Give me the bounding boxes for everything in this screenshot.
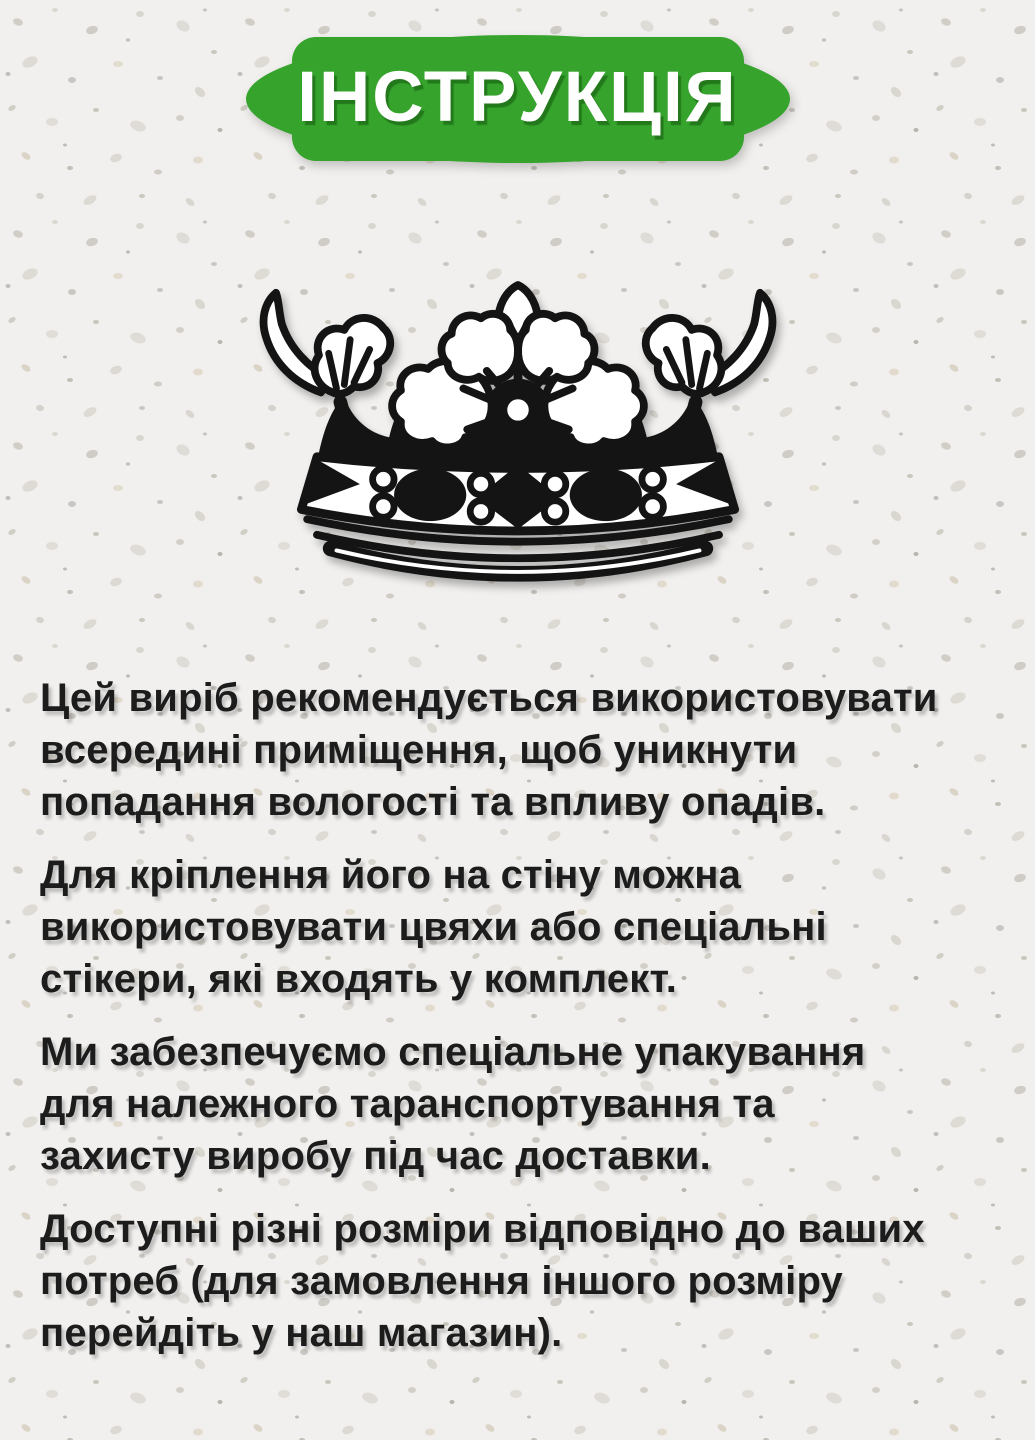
- text-line: захисту виробу під час доставки.: [40, 1134, 711, 1178]
- paragraph-packaging: [40, 1026, 1000, 1182]
- badge-title: ІНСТРУКЦІЯ: [297, 57, 738, 137]
- text-line: всередині приміщення, щоб уникнути: [40, 728, 798, 772]
- text-line: використовувати цвяхи або спеціальні: [40, 905, 827, 949]
- instruction-badge: [244, 28, 792, 170]
- paragraph-mounting: [40, 849, 1000, 1005]
- text-line: Доступні різні розміри відповідно до ваших: [40, 1207, 925, 1251]
- text-line: стікери, які входять у комплект.: [40, 957, 678, 1001]
- text-line: Ми забезпечуємо спеціальне упакування: [40, 1030, 866, 1074]
- crown-center-motif: [392, 285, 644, 449]
- text-line: попадання вологості та впливу опадів.: [40, 780, 826, 824]
- crown-icon: [235, 262, 801, 592]
- text-line: потреб (для замовлення іншого розміру: [40, 1259, 844, 1303]
- text-line: перейдіть у наш магазин).: [40, 1311, 563, 1355]
- paragraph-indoor-use: [40, 672, 1000, 828]
- text-line: Цей виріб рекомендується використовувати: [40, 676, 938, 720]
- crown-band: [301, 457, 734, 531]
- instructions-text: [40, 672, 1000, 1380]
- text-line: Для кріплення його на стіну можна: [40, 853, 742, 897]
- crown-illustration: [235, 262, 801, 592]
- paragraph-sizes: [40, 1203, 1000, 1359]
- text-line: для належного таранспортування та: [40, 1082, 775, 1126]
